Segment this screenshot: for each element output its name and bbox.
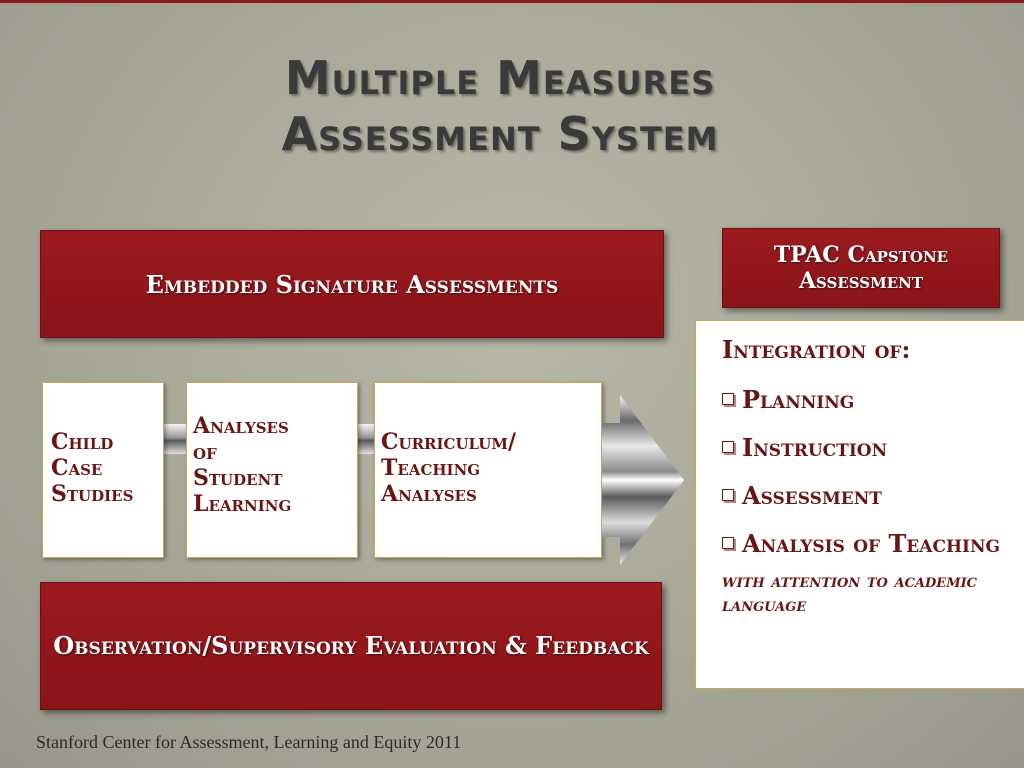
list-item-label: Planning: [742, 385, 855, 414]
box-text-line: of: [193, 439, 217, 465]
box-text-line: Case: [51, 455, 103, 481]
tpac-capstone-label: TPAC Capstone Assessment: [773, 242, 949, 294]
box-text-line: Analyses: [193, 413, 289, 439]
box-text-line: Child: [51, 429, 114, 455]
title-line-2: Assessment System: [281, 107, 719, 161]
list-item: [722, 385, 1018, 415]
observation-evaluation-box: [40, 582, 662, 710]
checkbox-bullet-icon: [722, 393, 734, 405]
tpac-capstone-box: [722, 228, 1000, 308]
embedded-signature-label: Embedded Signature Assessments: [145, 269, 559, 299]
integration-panel: [695, 320, 1024, 689]
title-line-1: Multiple Measures: [284, 51, 716, 105]
embedded-signature-box: [40, 230, 664, 338]
observation-evaluation-label: Observation/Supervisory Evaluation & Feedback: [53, 631, 649, 660]
connector-bar: [164, 424, 186, 454]
box-text-line: Teaching: [381, 455, 481, 481]
box-text-line: Analyses: [381, 481, 477, 507]
box-text-line: Learning: [193, 491, 292, 517]
list-item: [722, 481, 1018, 511]
integration-heading: Integration of:: [722, 335, 911, 364]
box-text-line: Studies: [51, 481, 134, 507]
list-item: [722, 433, 1018, 463]
list-item-label: Assessment: [742, 481, 882, 510]
slide-title: [0, 50, 1000, 162]
checkbox-bullet-icon: [722, 537, 734, 549]
right-arrow-icon: [602, 395, 684, 565]
checkbox-bullet-icon: [722, 489, 734, 501]
checkbox-bullet-icon: [722, 441, 734, 453]
academic-language-note: with attention to academic language: [722, 570, 978, 616]
footer-credit: Stanford Center for Assessment, Learning and Equity 2011: [36, 732, 462, 752]
box-text-line: Curriculum/: [381, 429, 517, 455]
connector-bar: [358, 424, 374, 454]
curriculum-teaching-box: [374, 382, 602, 558]
top-rule: [0, 0, 1024, 3]
list-item-label: Analysis of Teaching: [742, 529, 1001, 558]
analyses-student-learning-box: [186, 382, 358, 558]
list-item: [722, 529, 1018, 559]
box-text-line: Student: [193, 465, 283, 491]
list-item-label: Instruction: [742, 433, 888, 462]
child-case-studies-box: [42, 382, 164, 558]
